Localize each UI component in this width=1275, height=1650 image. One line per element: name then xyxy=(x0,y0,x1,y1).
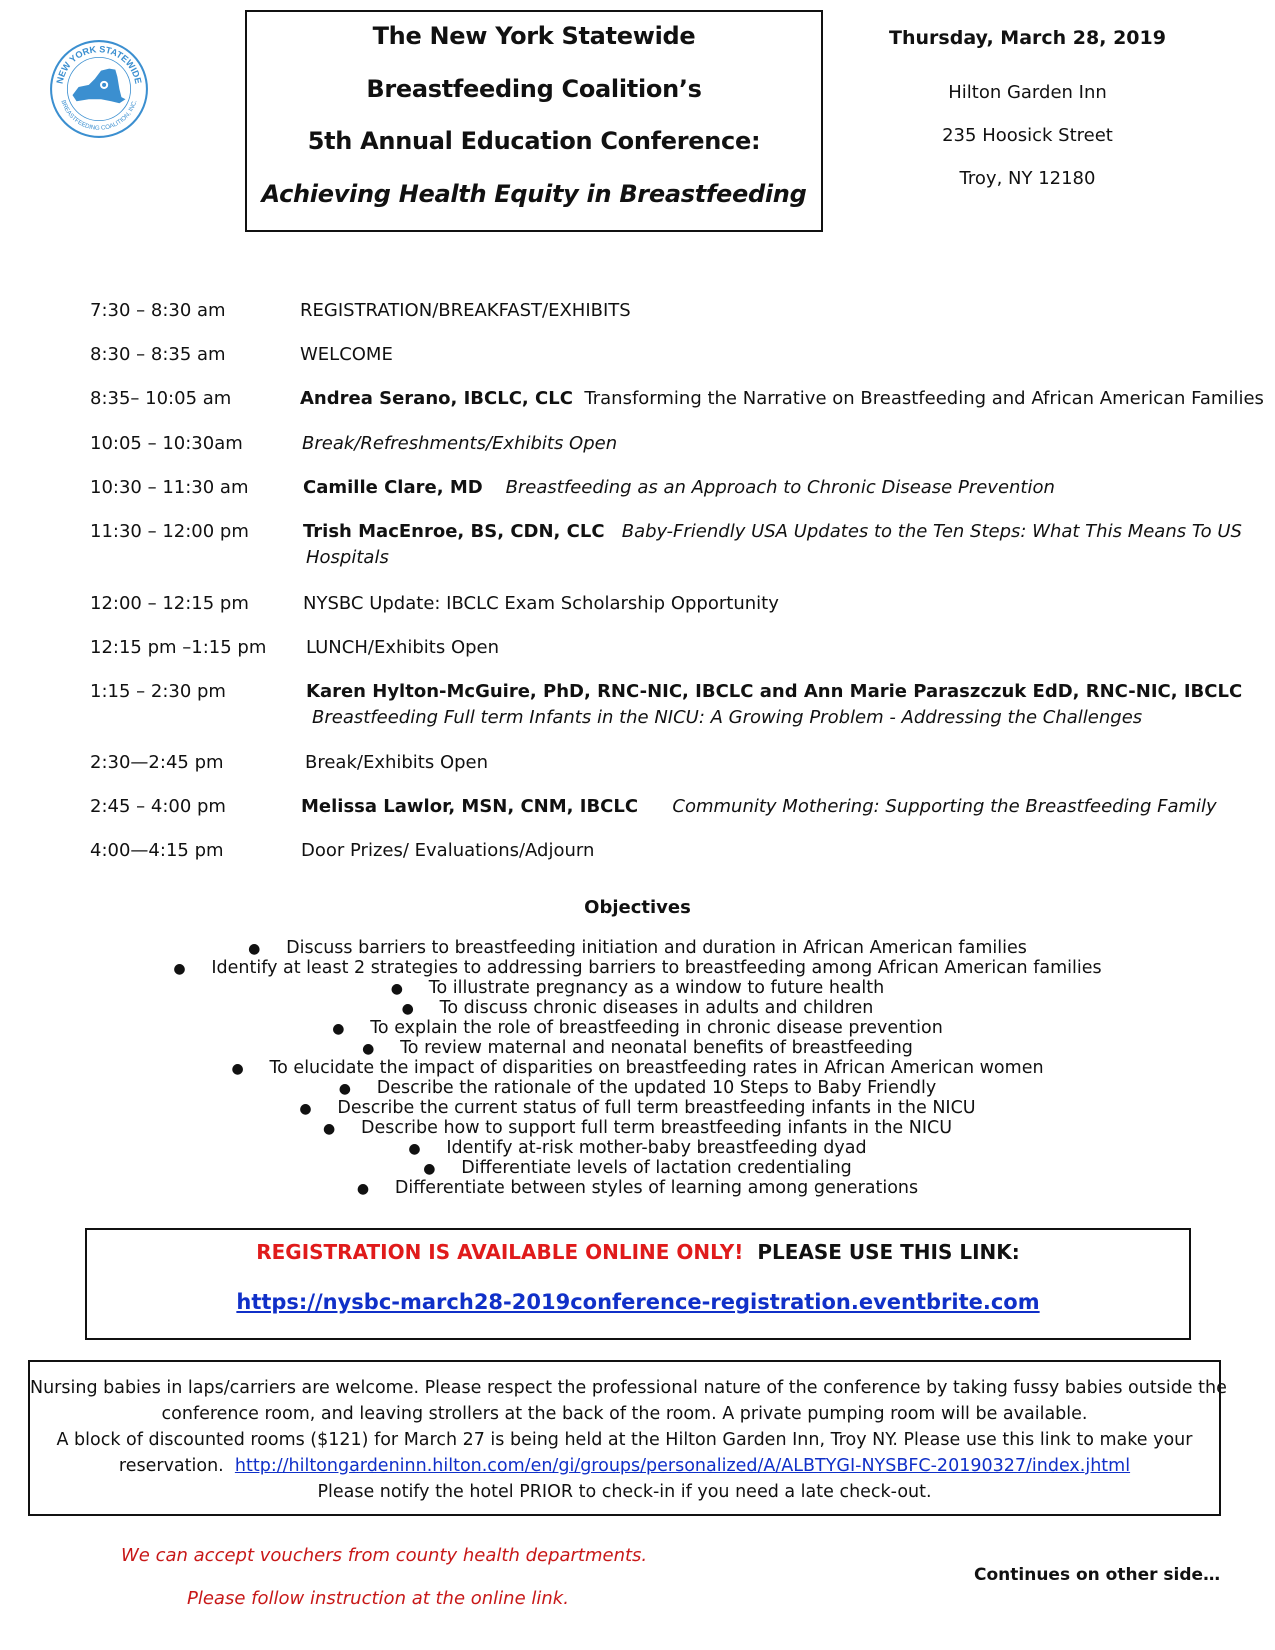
vouchers-note: We can accept vouchers from county health departments. xyxy=(121,1545,648,1566)
objectives-heading: Objectives xyxy=(584,897,691,918)
registration-use-link: PLEASE USE THIS LINK: xyxy=(757,1240,1020,1264)
bullet-icon: ● xyxy=(299,1101,312,1117)
registration-box xyxy=(85,1228,1191,1340)
agenda-speaker: Karen Hylton-McGuire, PhD, RNC-NIC, IBCLC and Ann Marie Paraszczuk EdD, RNC-NIC, IBCLC xyxy=(306,681,1243,702)
agenda-time: 8:35– 10:05 am xyxy=(90,388,232,409)
objective-item: ● To review maternal and neonatal benefits of breastfeeding xyxy=(362,1038,913,1058)
agenda-topic: Community Mothering: Supporting the Breastfeeding Family xyxy=(672,796,1217,817)
title-line-3: 5th Annual Education Conference: xyxy=(307,127,761,155)
agenda-time: 11:30 – 12:00 pm xyxy=(90,521,249,542)
objective-item: ● Identify at-risk mother-baby breastfeeding dyad xyxy=(408,1138,867,1158)
bullet-icon: ● xyxy=(322,1121,336,1137)
objective-item: ● Differentiate levels of lactation credentialing xyxy=(423,1158,852,1178)
bullet-icon: ● xyxy=(338,1081,351,1097)
info-line: conference room, and leaving strollers at the back of the room. A private pumping room will be available. xyxy=(161,1404,1088,1424)
title-line-2: Breastfeeding Coalition’s xyxy=(366,75,702,103)
svg-text:BREASTFEEDING COALITION, INC.: BREASTFEEDING COALITION, INC. xyxy=(59,99,139,132)
objective-item: ● Differentiate between styles of learning among generations xyxy=(356,1178,919,1198)
event-city: Troy, NY 12180 xyxy=(959,168,1096,189)
follow-instructions-note: Please follow instruction at the online link. xyxy=(187,1588,569,1609)
coalition-logo xyxy=(48,38,150,140)
agenda-item: Break/Exhibits Open xyxy=(305,752,489,773)
registration-link[interactable]: https://nysbc-march28-2019conference-registration.eventbrite.com xyxy=(236,1290,1040,1314)
agenda-speaker: Trish MacEnroe, BS, CDN, CLC xyxy=(303,521,605,542)
agenda-speaker: Melissa Lawlor, MSN, CNM, IBCLC xyxy=(301,796,639,817)
agenda-time: 7:30 – 8:30 am xyxy=(90,300,226,321)
objective-item: ● Discuss barriers to breastfeeding initiation and duration in African American families xyxy=(248,938,1027,958)
agenda-item xyxy=(300,388,1264,409)
agenda-time: 10:30 – 11:30 am xyxy=(90,477,249,498)
agenda-speaker: Andrea Serano, IBCLC, CLC xyxy=(300,388,573,409)
agenda-topic: Transforming the Narrative on Breastfeeding and African American Families xyxy=(584,388,1264,409)
bullet-icon: ● xyxy=(332,1021,345,1037)
agenda-topic-continued: Hospitals xyxy=(306,547,389,568)
agenda-item: LUNCH/Exhibits Open xyxy=(306,637,500,658)
objective-item: ● Describe the rationale of the updated 10 Steps to Baby Friendly xyxy=(338,1078,937,1098)
agenda-time: 2:45 – 4:00 pm xyxy=(90,796,226,817)
info-line: Nursing babies in laps/carriers are welcome. Please respect the professional nature of the conference by taking fussy babies outside the xyxy=(30,1378,1227,1398)
title-line-1: The New York Statewide xyxy=(372,22,696,50)
objective-item: ● To illustrate pregnancy as a window to future health xyxy=(390,978,885,998)
registration-notice xyxy=(87,1240,1189,1264)
agenda-time: 4:00—4:15 pm xyxy=(90,840,224,861)
bullet-icon: ● xyxy=(248,941,261,957)
objective-item: ● Describe the current status of full term breastfeeding infants in the NICU xyxy=(299,1098,976,1118)
event-date: Thursday, March 28, 2019 xyxy=(889,27,1166,49)
attendee-info-box xyxy=(28,1360,1227,1516)
bullet-icon: ● xyxy=(231,1061,244,1077)
objective-item: ● To discuss chronic diseases in adults and children xyxy=(401,998,874,1018)
agenda-time: 2:30—2:45 pm xyxy=(90,752,224,773)
title-line-4: Achieving Health Equity in Breastfeeding xyxy=(261,180,807,208)
info-line: reservation. http://hiltongardeninn.hilton.com/en/gi/groups/personalized/A/ALBTYGI-NYSBFC-20190327/index.jhtml xyxy=(118,1456,1131,1476)
agenda-time: 12:15 pm –1:15 pm xyxy=(90,637,267,658)
objective-item: ● To elucidate the impact of disparities on breastfeeding rates in African American women xyxy=(231,1058,1044,1078)
registration-online-only: REGISTRATION IS AVAILABLE ONLINE ONLY! xyxy=(256,1240,744,1264)
agenda-topic: Breastfeeding as an Approach to Chronic Disease Prevention xyxy=(505,477,1055,498)
bullet-icon: ● xyxy=(362,1041,375,1057)
continues-note: Continues on other side… xyxy=(974,1565,1221,1585)
agenda-time: 12:00 – 12:15 pm xyxy=(90,593,249,614)
agenda-item xyxy=(301,796,1217,817)
bullet-icon: ● xyxy=(423,1161,436,1177)
event-street: 235 Hoosick Street xyxy=(942,125,1113,146)
bullet-icon: ● xyxy=(401,1001,414,1017)
objective-item: ● Identify at least 2 strategies to addressing barriers to breastfeeding among African American families xyxy=(173,958,1102,978)
agenda-topic: Breastfeeding Full term Infants in the NICU: A Growing Problem - Addressing the Challenges xyxy=(312,707,1143,728)
agenda-item: NYSBC Update: IBCLC Exam Scholarship Opportunity xyxy=(303,593,779,614)
svg-text:NEW YORK STATEWIDE: NEW YORK STATEWIDE xyxy=(54,44,144,85)
bullet-icon: ● xyxy=(390,981,403,997)
hotel-reservation-link[interactable]: http://hiltongardeninn.hilton.com/en/gi/groups/personalized/A/ALBTYGI-NYSBFC-20190327/index.jhtml xyxy=(234,1456,1131,1476)
objective-item: ● To explain the role of breastfeeding in chronic disease prevention xyxy=(332,1018,943,1038)
info-line: A block of discounted rooms ($121) for March 27 is being held at the Hilton Garden Inn, Troy NY. Please use this link to make your xyxy=(56,1430,1193,1450)
agenda-time: 10:05 – 10:30am xyxy=(90,433,243,454)
info-line: Please notify the hotel PRIOR to check-in if you need a late check-out. xyxy=(317,1482,932,1502)
event-venue: Hilton Garden Inn xyxy=(948,82,1107,103)
bullet-icon: ● xyxy=(173,961,186,977)
bullet-icon: ● xyxy=(408,1141,421,1157)
agenda-item: WELCOME xyxy=(300,344,393,365)
conference-title-box xyxy=(245,10,823,232)
agenda-speaker: Camille Clare, MD xyxy=(303,477,483,498)
agenda-time: 1:15 – 2:30 pm xyxy=(90,681,226,702)
bullet-icon: ● xyxy=(356,1181,370,1197)
agenda-time: 8:30 – 8:35 am xyxy=(90,344,226,365)
agenda-item xyxy=(303,521,1242,542)
agenda-item: Break/Refreshments/Exhibits Open xyxy=(302,433,618,454)
objective-item: ● Describe how to support full term breastfeeding infants in the NICU xyxy=(322,1118,953,1138)
agenda-item: REGISTRATION/BREAKFAST/EXHIBITS xyxy=(300,300,631,321)
agenda-item xyxy=(303,477,1055,498)
agenda-topic: Baby-Friendly USA Updates to the Ten Steps: What This Means To US xyxy=(621,521,1242,542)
agenda-item: Door Prizes/ Evaluations/Adjourn xyxy=(301,840,595,861)
